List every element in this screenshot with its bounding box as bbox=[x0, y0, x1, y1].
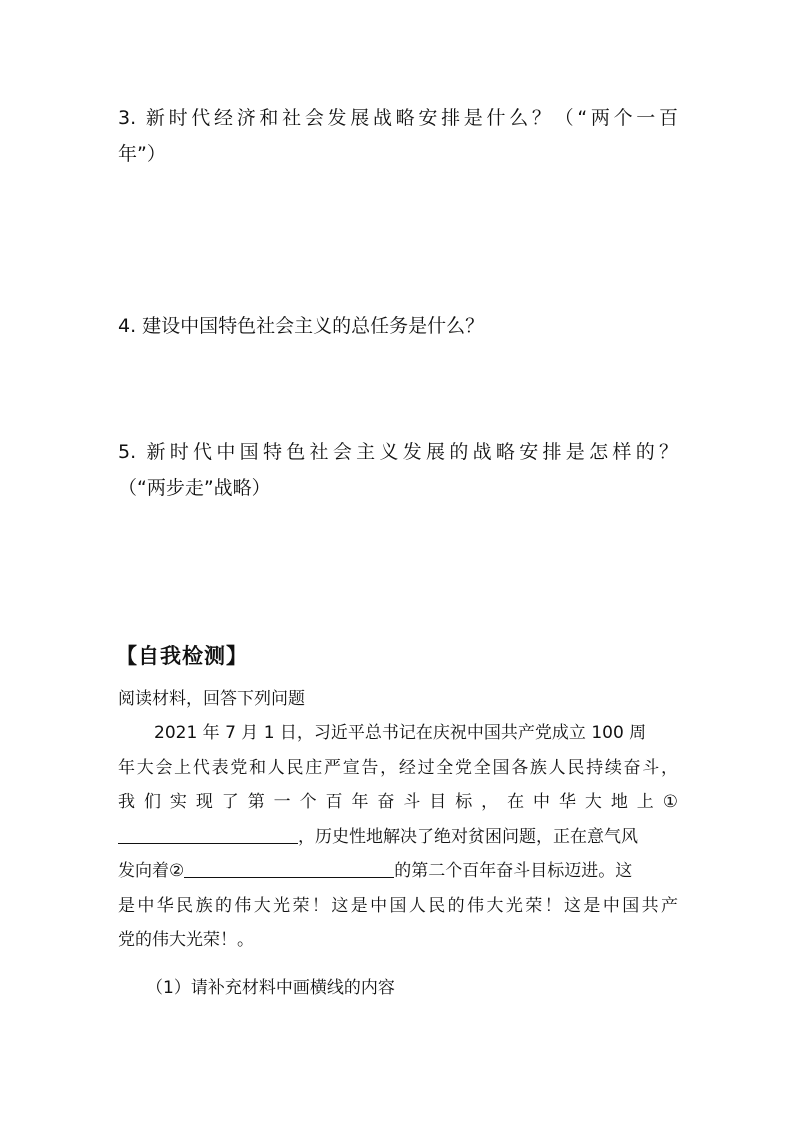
instruction: 阅读材料，回答下列问题 bbox=[118, 689, 305, 709]
material-line: 是中华民族的伟大光荣！这是中国人民的伟大光荣！这是中国共产 bbox=[118, 895, 678, 916]
material-line-with-blank-2: 发向着② 的第二个百年奋斗目标迈进。这 bbox=[118, 854, 678, 889]
question-3-line1: 3. 新时代经济和社会发展战略安排是什么？（“两个一百 bbox=[118, 107, 678, 129]
reading-material bbox=[118, 716, 678, 958]
question-3-line2: 年”） bbox=[118, 143, 166, 165]
material-line: 年大会上代表党和人民庄严宣告，经过全党全国各族人民持续奋斗， bbox=[118, 757, 678, 778]
question-4 bbox=[118, 308, 678, 344]
answer-blank-1[interactable] bbox=[118, 823, 298, 844]
material-line: 2021 年 7 月 1 日，习近平总书记在庆祝中国共产党成立 100 周 bbox=[154, 723, 647, 743]
question-5 bbox=[118, 434, 678, 506]
question-5-line2: （“两步走”战略） bbox=[118, 477, 271, 499]
section-title: 【自我检测】 bbox=[116, 644, 248, 668]
sub-question-1: （1）请补充材料中画横线的内容 bbox=[146, 978, 395, 998]
material-line: 党的伟大光荣！。 bbox=[118, 930, 254, 950]
question-3 bbox=[118, 100, 678, 172]
answer-blank-2[interactable] bbox=[184, 857, 394, 878]
question-4-line1: 4. 建设中国特色社会主义的总任务是什么？ bbox=[118, 315, 485, 337]
material-line-with-blank-1: ，历史性地解决了绝对贫困问题，正在意气风 bbox=[118, 820, 678, 855]
material-line: 我们实现了第一个百年奋斗目标，在中华大地上① bbox=[118, 792, 678, 812]
question-5-line1: 5. 新时代中国特色社会主义发展的战略安排是怎样的？ bbox=[118, 441, 678, 463]
